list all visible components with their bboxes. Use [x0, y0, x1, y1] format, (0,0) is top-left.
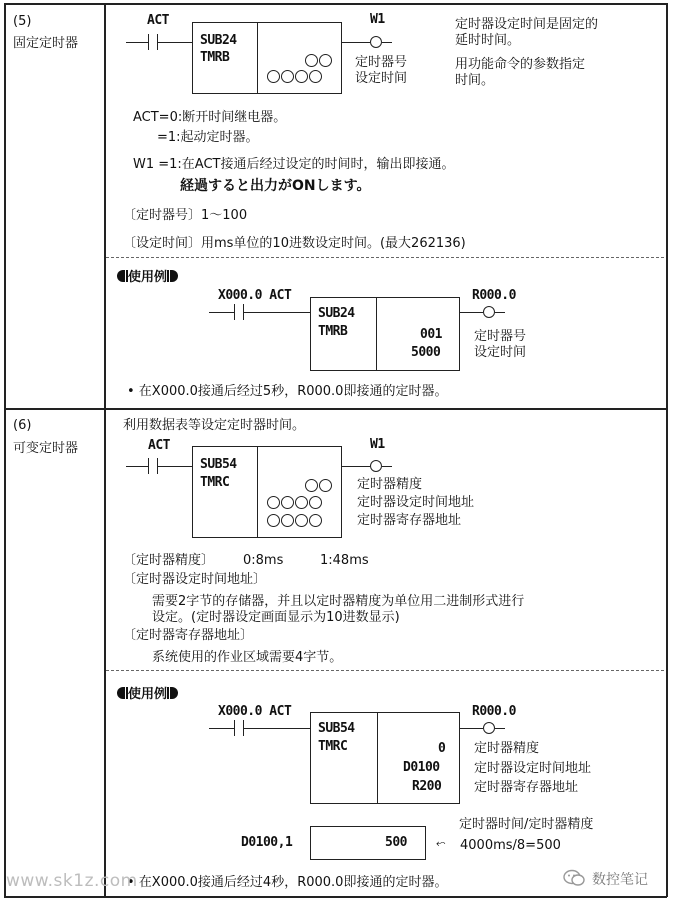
section5-timer-no: 〔定时器号〕1～100	[123, 208, 248, 223]
section6-calc-formula: 4000ms/8=500	[460, 838, 561, 853]
table-border-left	[4, 3, 6, 897]
section6-func-name: TMRC	[200, 475, 230, 490]
section5-block-separator	[257, 22, 258, 94]
section6-example-label-1: 定时器精度	[474, 741, 540, 756]
section6-coil-label: W1	[370, 437, 385, 452]
section6-data-address: D0100,1	[241, 835, 293, 850]
section6-example-note: • 在X000.0接通后经过4秒，R000.0即接通的定时器。	[127, 875, 448, 890]
section5-rung-right	[342, 42, 370, 43]
section5-example-func-code: SUB24	[318, 306, 355, 321]
section5-example-coil	[483, 306, 495, 318]
section6-label-3: 定时器寄存器地址	[357, 513, 462, 528]
section5-number: (5)	[13, 14, 32, 29]
section5-example-heading: 使用例	[117, 266, 178, 285]
section5-note-4: 时间。	[455, 73, 495, 88]
section5-rung-left	[126, 42, 148, 43]
section5-example-func-name: TMRB	[318, 324, 348, 339]
section6-example-input: X000.0 ACT	[218, 704, 292, 719]
section5-param-label-1: 定时器号	[355, 55, 408, 70]
section5-example-rung-right	[460, 312, 483, 313]
section6-act-label: ACT	[148, 438, 170, 453]
section5-example-note: • 在X000.0接通后经过5秒，R000.0即接通的定时器。	[127, 384, 448, 399]
section6-output-coil	[370, 460, 382, 472]
section6-reg-text: 系统使用的作业区域需要4字节。	[152, 650, 343, 665]
section6-rung-right	[342, 466, 370, 467]
section5-coil-label: W1	[370, 12, 385, 27]
section5-example-separator	[376, 297, 377, 371]
section6-number: (6)	[13, 418, 32, 433]
section6-example-rung-mid	[244, 728, 310, 729]
section5-w1-jp: 経過すると出力がONします。	[180, 178, 371, 194]
section5-example-param-1: 001	[420, 327, 442, 342]
section5-param-circles-1	[305, 52, 333, 66]
section5-rung-mid	[158, 42, 192, 43]
section6-example-param-3: R200	[412, 779, 442, 794]
section5-act0: ACT=0:断开时间继电器。	[133, 110, 287, 125]
curved-arrow-icon: ⬿	[436, 836, 446, 850]
section6-precision-0: 0:8ms	[243, 553, 284, 568]
section5-func-code: SUB24	[200, 33, 237, 48]
section5-param-label-2: 设定时间	[355, 71, 408, 86]
section6-example-coil	[483, 722, 495, 734]
section6-rung-mid	[158, 466, 192, 467]
table-row-divider	[4, 408, 667, 410]
table-column-divider	[104, 3, 106, 897]
watermark-text: www.sk1z.com	[6, 871, 138, 891]
section5-rung-end	[382, 42, 392, 43]
section5-example-label-1: 定时器号	[474, 329, 527, 344]
section6-example-output: R000.0	[472, 704, 516, 719]
section6-rung-end	[382, 466, 392, 467]
section5-w1: W1 =1:在ACT接通后经过设定的时间时，输出即接通。	[133, 157, 455, 172]
section6-example-func-code: SUB54	[318, 721, 355, 736]
section5-example-rung-left	[209, 312, 234, 313]
section6-example-rung-right	[460, 728, 483, 729]
section6-precision-1: 1:48ms	[320, 553, 369, 568]
section6-rung-left	[126, 466, 148, 467]
section5-note-1: 定时器设定时间是固定的	[455, 17, 599, 32]
section6-label-2: 定时器设定时间地址	[357, 495, 475, 510]
section5-example-input: X000.0 ACT	[218, 288, 292, 303]
section6-example-rung-end	[495, 728, 505, 729]
section6-example-divider	[106, 670, 664, 671]
section6-param-circles-3	[267, 512, 323, 526]
section5-set-time: 〔设定时间〕用ms单位的10进数设定时间。(最大262136)	[123, 236, 466, 251]
section5-example-param-2: 5000	[411, 345, 441, 360]
section6-data-value-box	[310, 826, 426, 860]
section6-param-circles-2	[267, 494, 323, 508]
section6-param-circles-1	[305, 477, 333, 491]
table-border-right	[666, 3, 668, 897]
section5-note-3: 用功能命令的参数指定	[455, 57, 586, 72]
section6-example-func-name: TMRC	[318, 739, 348, 754]
section5-act1: =1:起动定时器。	[157, 130, 259, 145]
section6-example-label-3: 定时器寄存器地址	[474, 780, 579, 795]
section5-func-name: TMRB	[200, 50, 230, 65]
section6-example-label-2: 定时器设定时间地址	[474, 761, 592, 776]
section5-title: 固定定时器	[13, 36, 79, 51]
section6-example-param-1: 0	[438, 741, 446, 756]
section5-example-rung-end	[495, 312, 505, 313]
section6-addr-text-1: 需要2字节的存储器，并且以定时器精度为单位用二进制形式进行	[152, 594, 525, 609]
section6-example-param-2: D0100	[403, 760, 440, 775]
section6-example-rung-left	[209, 728, 234, 729]
section6-example-heading: 使用例	[117, 683, 178, 702]
section6-data-value: 500	[385, 835, 407, 850]
section6-addr-label: 〔定时器设定时间地址〕	[123, 572, 267, 587]
section6-reg-label: 〔定时器寄存器地址〕	[123, 628, 254, 643]
section5-example-contact-1	[234, 304, 235, 320]
section6-example-separator	[377, 712, 378, 804]
section6-func-code: SUB54	[200, 457, 237, 472]
section5-act-label: ACT	[147, 13, 169, 28]
section5-example-label-2: 设定时间	[474, 345, 527, 360]
section5-example-output: R000.0	[472, 288, 516, 303]
wechat-icon	[563, 869, 585, 887]
section5-example-rung-mid	[244, 312, 310, 313]
section5-example-divider	[106, 257, 664, 258]
section5-output-coil	[370, 36, 382, 48]
brand-label: 数控笔记	[592, 872, 648, 888]
section6-block-separator	[257, 446, 258, 538]
section5-contact-bar-1	[148, 34, 149, 50]
section6-title: 可变定时器	[13, 441, 79, 456]
section6-addr-text-2: 设定。(定时器设定画面显示为10进数显示)	[152, 610, 400, 625]
section5-param-circles-2	[267, 68, 323, 82]
section6-intro: 利用数据表等设定定时器时间。	[123, 418, 306, 433]
section6-label-1: 定时器精度	[357, 477, 423, 492]
section6-calc-label: 定时器时间/定时器精度	[459, 817, 594, 832]
section6-example-contact-1	[234, 720, 235, 736]
section6-precision-label: 〔定时器精度〕	[123, 553, 215, 568]
section5-note-2: 延时时间。	[455, 33, 521, 48]
section6-contact-bar-1	[148, 458, 149, 474]
